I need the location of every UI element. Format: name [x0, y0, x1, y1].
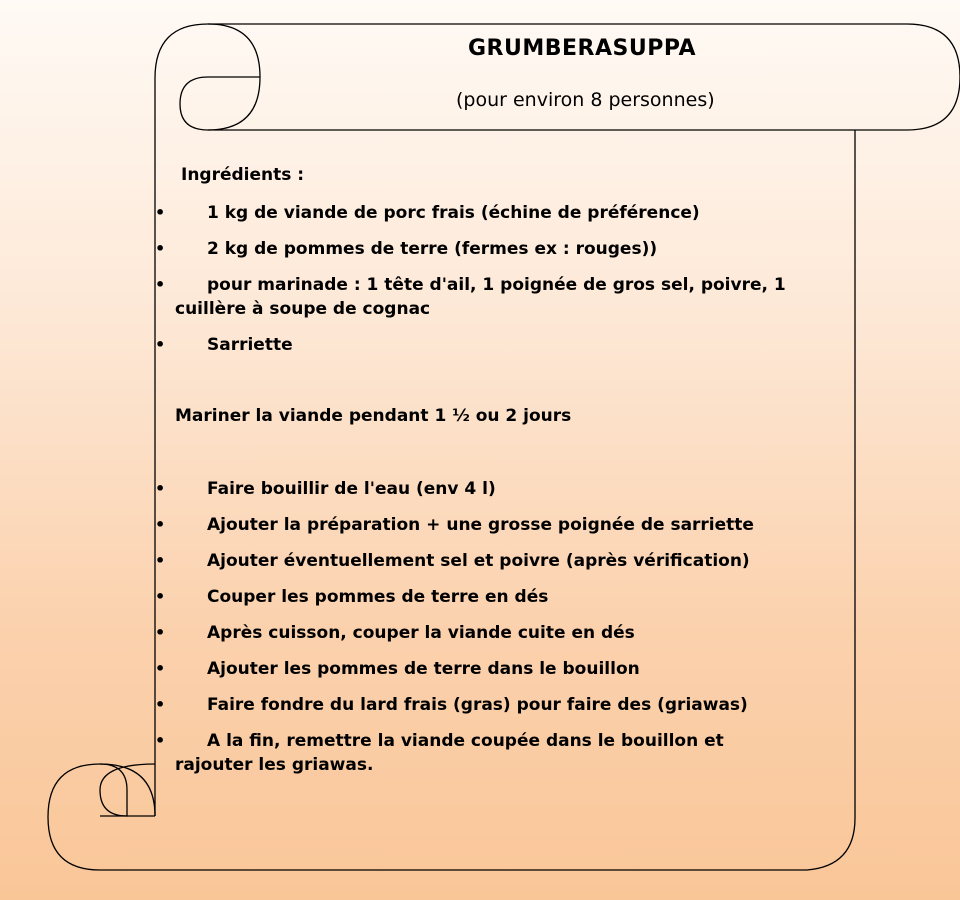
bullet-icon: •: [155, 515, 166, 534]
ingredient-text: pour marinade : 1 tête d'ail, 1 poignée de gros sel, poivre, 1 cuillère à soupe de cognac: [175, 275, 786, 319]
ingredient-text: 1 kg de viande de porc frais (échine de préférence): [207, 203, 700, 223]
bullet-icon: •: [155, 695, 166, 714]
scroll-bottom-curl: [100, 764, 155, 816]
step-text: Ajouter éventuellement sel et poivre (après vérification): [207, 551, 750, 571]
step-text: Après cuisson, couper la viande cuite en dés: [207, 623, 635, 643]
step-item: [155, 477, 815, 501]
step-item: [155, 621, 815, 645]
step-text: Faire fondre du lard frais (gras) pour faire des (griawas): [207, 695, 748, 715]
step-text: A la fin, remettre la viande coupée dans le bouillon et rajouter les griawas.: [175, 731, 724, 775]
bullet-icon: •: [155, 659, 166, 678]
scroll-bottom-roll: [48, 764, 155, 870]
bullet-icon: •: [155, 239, 166, 258]
bullet-icon: •: [155, 275, 166, 294]
step-item: [155, 657, 815, 681]
bullet-icon: •: [155, 203, 166, 222]
ingredient-text: 2 kg de pommes de terre (fermes ex : rouges)): [207, 239, 658, 259]
ingredients-heading: Ingrédients :: [181, 165, 305, 185]
ingredient-text: Sarriette: [207, 335, 293, 355]
bullet-icon: •: [155, 551, 166, 570]
ingredient-item: [155, 201, 815, 225]
step-item: [155, 513, 815, 537]
step-text: Ajouter les pommes de terre dans le bouillon: [207, 659, 640, 679]
bullet-icon: •: [155, 731, 166, 750]
bullet-icon: •: [155, 479, 166, 498]
step-item: [155, 585, 815, 609]
recipe-servings: (pour environ 8 personnes): [456, 89, 715, 111]
bullet-icon: •: [155, 623, 166, 642]
ingredient-item: [155, 333, 815, 357]
step-text: Couper les pommes de terre en dés: [207, 587, 549, 607]
step-item: [155, 693, 815, 717]
step-text: Faire bouillir de l'eau (env 4 l): [207, 479, 496, 499]
bullet-icon: •: [155, 335, 166, 354]
marinate-note: Mariner la viande pendant 1 ½ ou 2 jours: [175, 406, 572, 426]
step-item: [155, 729, 755, 777]
bullet-icon: •: [155, 587, 166, 606]
step-text: Ajouter la préparation + une grosse poignée de sarriette: [207, 515, 754, 535]
ingredient-item: [155, 273, 795, 321]
ingredient-item: [155, 237, 815, 261]
step-item: [155, 549, 815, 573]
recipe-title: GRUMBERASUPPA: [468, 36, 696, 61]
